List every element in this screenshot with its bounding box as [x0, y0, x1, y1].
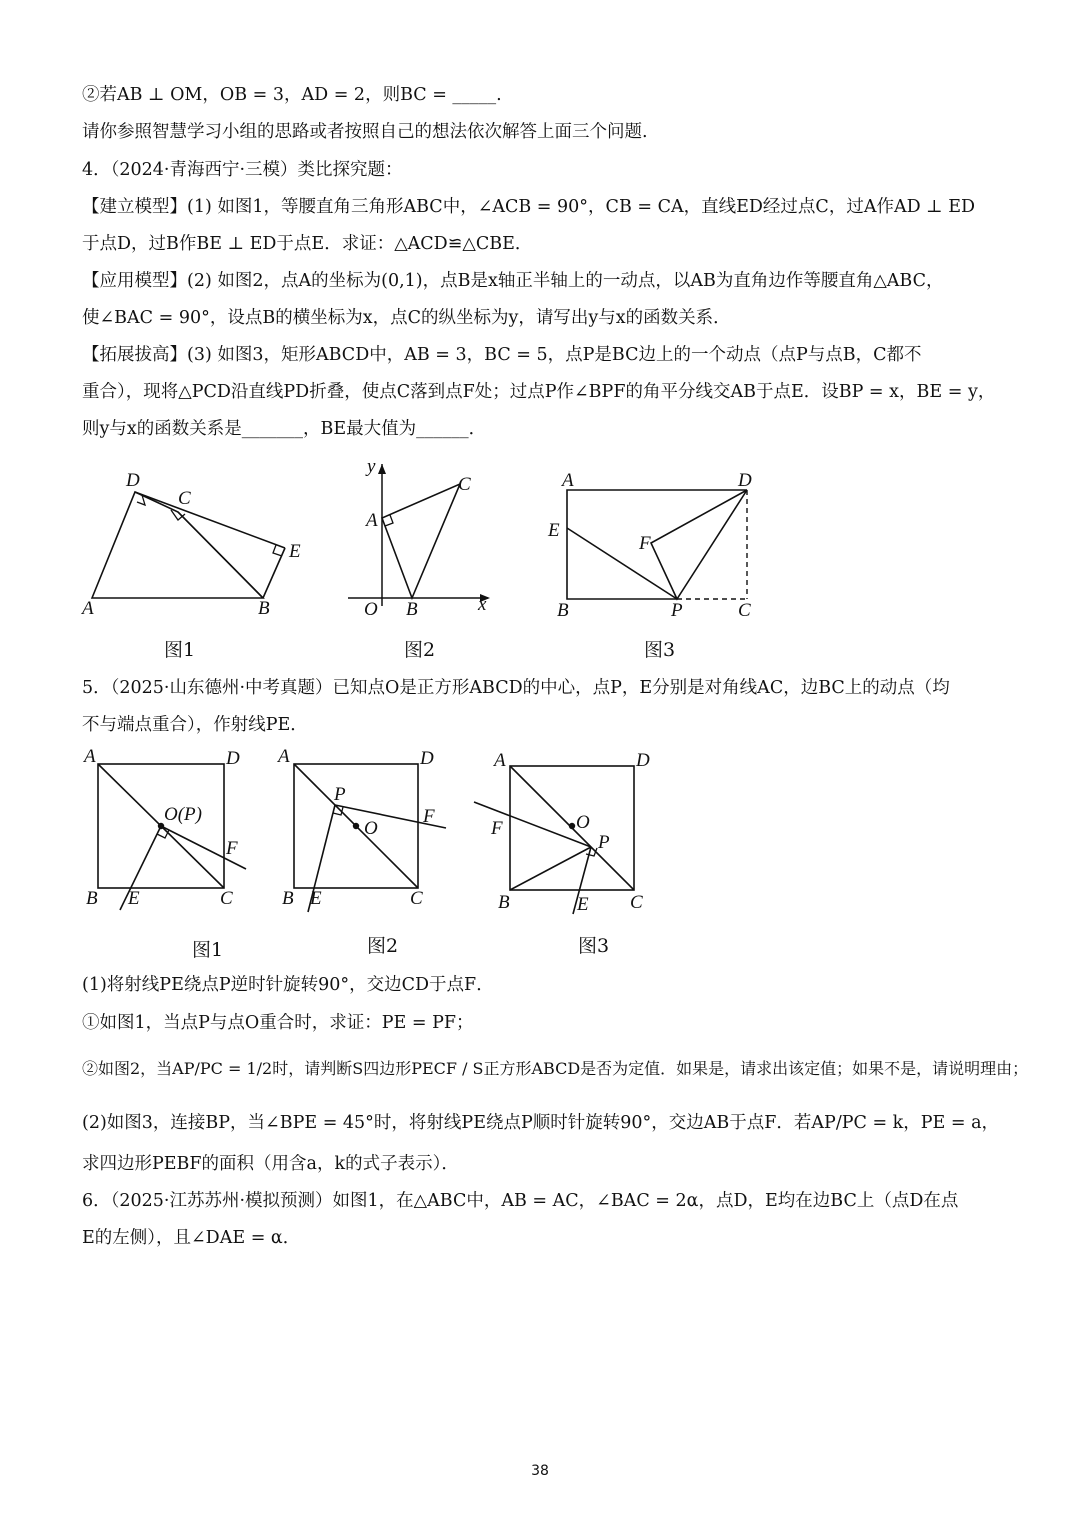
label: A [278, 746, 290, 767]
text-line: 【拓展拔高】(3) 如图3，矩形ABCD中，AB = 3，BC = 5，点P是BC边上的一个动点（点P与点B，C都不 [82, 345, 922, 365]
caption: 图1 [192, 939, 224, 961]
figures-q4 [80, 460, 1020, 670]
label: C [220, 888, 233, 909]
text-line: 请你参照智慧学习小组的思路或者按照自己的想法依次解答上面三个问题. [82, 122, 648, 142]
label: P [334, 784, 346, 805]
q4-figure-3 [547, 470, 752, 621]
label: E [310, 888, 322, 909]
label: F [423, 806, 435, 827]
text-line: 4．（2024·青海西宁·三模）类比探究题： [82, 160, 403, 180]
label: P [598, 832, 610, 853]
label: B [282, 888, 294, 909]
text-line: 于点D，过B作BE ⊥ ED于点E．求证：△ACD≌△CBE． [82, 234, 533, 254]
label: C [410, 888, 423, 909]
caption: 图1 [164, 639, 196, 661]
text-line: 不与端点重合），作射线PE． [82, 715, 308, 735]
label: B [86, 888, 98, 909]
q5-figure-1 [82, 746, 246, 910]
label: D [738, 470, 752, 491]
label: E [577, 894, 589, 915]
q4-figure-2 [348, 460, 490, 620]
text-line: 则y与x的函数关系是_______，BE最大值为______． [82, 419, 487, 439]
caption: 图2 [367, 935, 399, 957]
label: C [738, 600, 751, 621]
q5-figure-2 [276, 746, 446, 912]
q5-figure-3 [474, 750, 650, 915]
text-line: 求四边形PEBF的面积（用含a，k的式子表示）． [82, 1154, 459, 1174]
label: A [562, 470, 574, 491]
label: B [406, 599, 418, 620]
label: A [82, 598, 94, 619]
label: B [557, 600, 569, 621]
label: E [128, 888, 140, 909]
caption: 图3 [644, 639, 676, 661]
label: E [548, 520, 560, 541]
text-line: E的左侧），且∠DAE = α． [82, 1228, 301, 1248]
text-line: 【建立模型】(1) 如图1，等腰直角三角形ABC中，∠ACB = 90°，CB = CA，直线ED经过点C，过A作AD ⊥ ED [82, 197, 976, 217]
label: A [366, 510, 378, 531]
label: C [630, 892, 643, 913]
page-number: 38 [531, 1463, 549, 1479]
label: x [478, 594, 487, 615]
text-line: ②如图2，当AP/PC = 1/2时，请判断S四边形PECF / S正方形ABCD是否为定值．如果是，请求出该定值；如果不是，请说明理由； [82, 1059, 1029, 1078]
text-line: 【应用模型】(2) 如图2，点A的坐标为(0,1)，点B是x轴正半轴上的一动点，以AB为直角边作等腰直角△ABC， [82, 271, 944, 291]
label: O [364, 818, 378, 839]
label: D [420, 748, 434, 769]
text-line: 5．（2025·山东德州·中考真题）已知点O是正方形ABCD的中心，点P，E分别是对角线AC，边BC上的动点（均 [82, 678, 950, 698]
label: D [636, 750, 650, 771]
text-line: (2)如图3，连接BP，当∠BPE = 45°时，将射线PE绕点P顺时针旋转90°，交边AB于点F．若AP/PC = k，PE = a， [82, 1113, 1000, 1133]
label: A [494, 750, 506, 771]
label: O [576, 812, 590, 833]
text-line: (1)将射线PE绕点P逆时针旋转90°，交边CD于点F． [82, 975, 494, 995]
label: D [226, 748, 240, 769]
label: B [258, 598, 270, 619]
text-line: 6．（2025·江苏苏州·模拟预测）如图1，在△ABC中，AB = AC，∠BAC = 2α，点D，E均在边BC上（点D在点 [82, 1191, 959, 1211]
text-line: ②若AB ⊥ OM，OB = 3，AD = 2，则BC = _____. [82, 85, 502, 105]
label: O [364, 599, 378, 620]
label: O(P) [164, 804, 202, 825]
label: P [671, 600, 683, 621]
caption: 图3 [578, 935, 610, 957]
text-line: 重合），现将△PCD沿直线PD折叠，使点C落到点F处；过点P作∠BPF的角平分线交AB于点E．设BP = x，BE = y， [82, 382, 996, 402]
q4-figure-1 [80, 470, 301, 619]
label: F [226, 838, 238, 859]
label: B [498, 892, 510, 913]
figures-q5 [80, 742, 680, 968]
label: E [289, 541, 301, 562]
text-line: 使∠BAC = 90°，设点B的横坐标为x，点C的纵坐标为y，请写出y与x的函数关系． [82, 308, 731, 328]
label: C [458, 474, 471, 495]
label: F [639, 533, 651, 554]
label: y [367, 460, 376, 477]
label: A [84, 746, 96, 767]
caption: 图2 [404, 639, 436, 661]
label: F [491, 818, 503, 839]
label: D [126, 470, 140, 491]
label: C [178, 488, 191, 509]
text-line: ①如图1，当点P与点O重合时，求证：PE = PF； [82, 1013, 474, 1033]
